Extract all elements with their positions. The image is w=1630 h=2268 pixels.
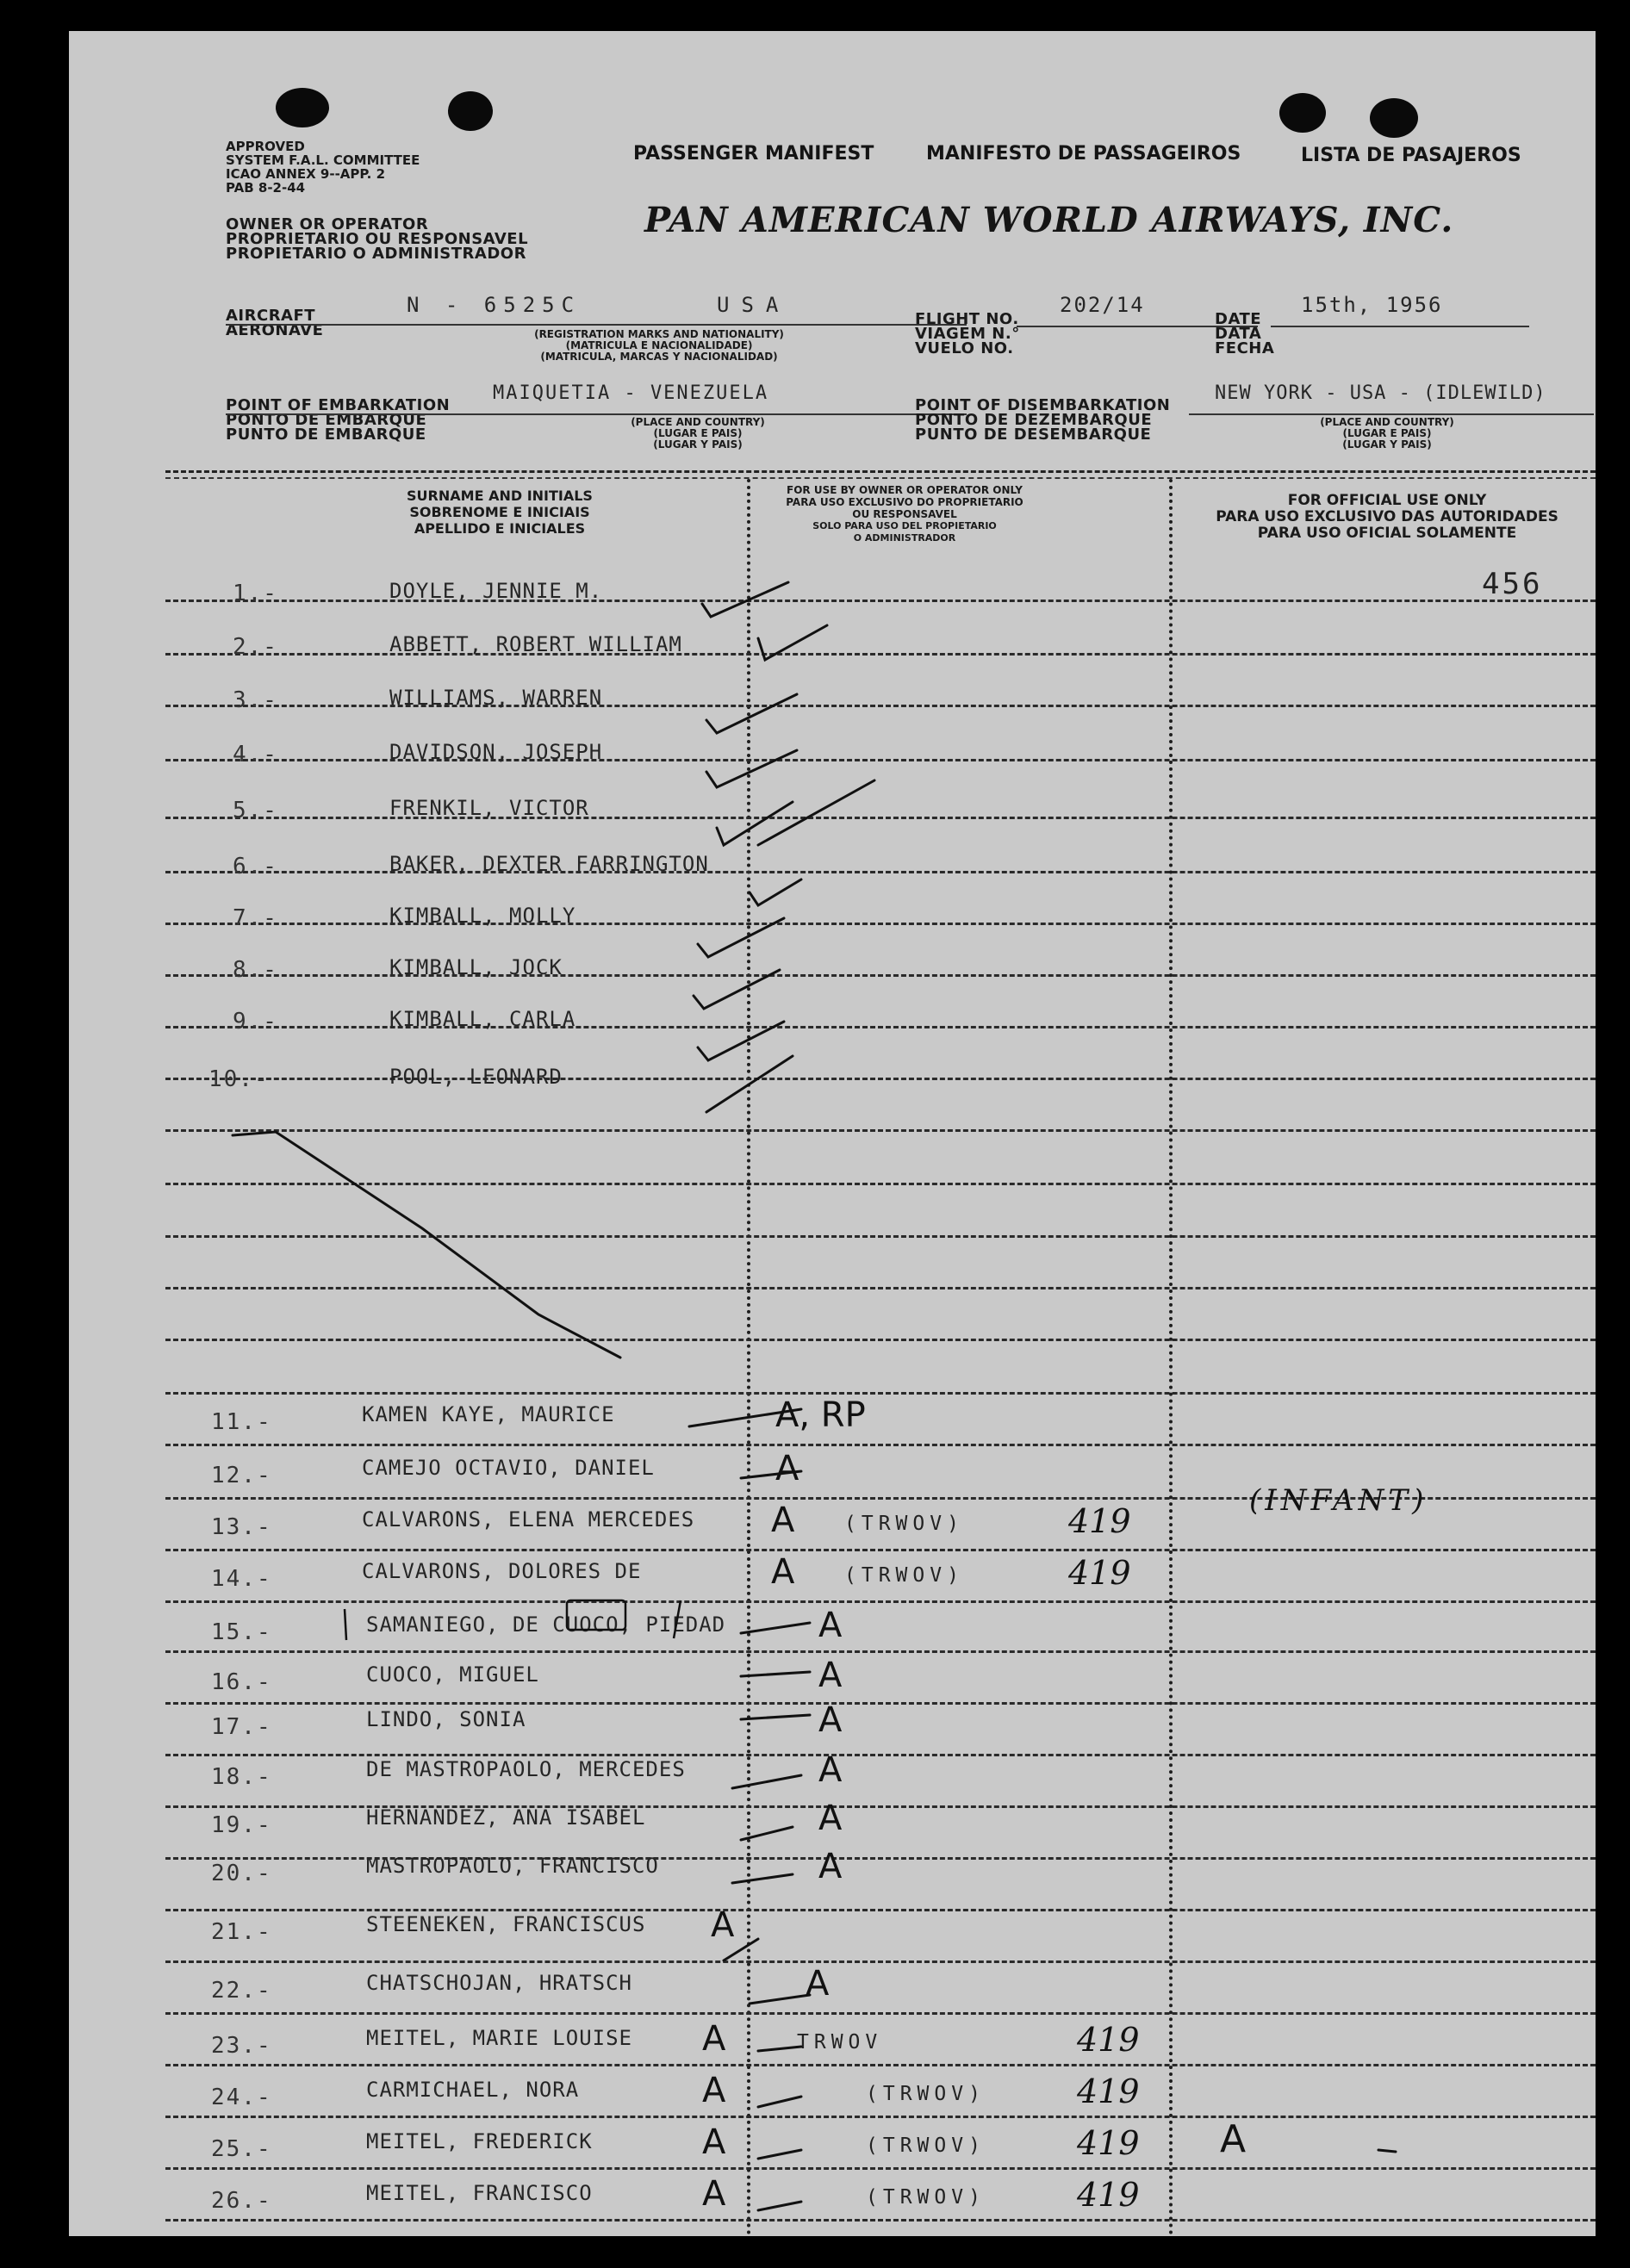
check-mark-a: A	[702, 2019, 726, 2059]
passenger-number: 4.-	[233, 742, 278, 767]
row-rule	[165, 1235, 1596, 1238]
col-line: SOBRENOME E INICIAIS	[409, 504, 590, 520]
disembark-label-line: PONTO DE DEZEMBARQUE	[915, 411, 1153, 429]
passenger-name: KIMBALL, MOLLY	[389, 904, 576, 928]
caption-line: (LUGAR E PAIS)	[1342, 427, 1432, 439]
passenger-row	[69, 1397, 1596, 1442]
title-english: PASSENGER MANIFEST	[633, 143, 874, 165]
row-rule	[165, 2012, 1596, 2015]
code-419: 419	[1077, 2021, 1140, 2059]
passenger-number: 3.-	[233, 687, 278, 713]
passenger-number: 10.-	[208, 1066, 270, 1092]
code-419: 419	[1068, 1502, 1131, 1540]
owner-label-line: PROPRIETARIO OU RESPONSAVEL	[226, 230, 529, 248]
passenger-row	[69, 1607, 1596, 1652]
passenger-number: 12.-	[211, 1463, 272, 1488]
column-owner-use	[750, 484, 1060, 544]
check-mark-a: A	[818, 1700, 843, 1740]
passenger-row	[69, 2021, 1596, 2066]
aircraft-label-line: AIRCRAFT	[226, 307, 316, 325]
passenger-name: FRENKIL, VICTOR	[389, 796, 589, 820]
airline-name: PAN AMERICAN WORLD AIRWAYS, INC.	[644, 200, 1454, 240]
passenger-name: CALVARONS, DOLORES DE	[362, 1559, 642, 1583]
column-surname	[353, 488, 646, 537]
flight-label-line: VUELO NO.	[915, 339, 1014, 357]
passenger-number: 9.-	[233, 1009, 278, 1035]
passenger-number: 25.-	[211, 2136, 272, 2162]
official-number: 456	[1482, 567, 1543, 601]
trwov-note: (TRWOV)	[844, 1513, 964, 1535]
punch-hole	[276, 88, 329, 127]
code-419: 419	[1068, 1554, 1131, 1592]
row-rule	[165, 1129, 1596, 1132]
row-rule	[165, 1444, 1596, 1446]
passenger-row	[69, 1657, 1596, 1702]
trwov-note: (TRWOV)	[866, 2083, 986, 2105]
aircraft-underline	[226, 324, 967, 326]
approval-line: PAB 8-2-44	[226, 180, 306, 196]
passenger-number: 8.-	[233, 957, 278, 983]
infant-note: (INFANT)	[1249, 1483, 1428, 1518]
col-line: OU RESPONSAVEL	[852, 508, 957, 520]
col-line: FOR USE BY OWNER OR OPERATOR ONLY	[787, 484, 1023, 496]
passenger-name: HERNANDEZ, ANA ISABEL	[366, 1805, 646, 1830]
passenger-number: 16.-	[211, 1669, 272, 1695]
caption-line: (PLACE AND COUNTRY)	[631, 416, 765, 428]
passenger-name: KIMBALL, CARLA	[389, 1007, 576, 1031]
passenger-row	[69, 845, 747, 890]
passenger-name: BAKER, DEXTER FARRINGTON	[389, 852, 709, 876]
passenger-row	[69, 789, 747, 834]
embark-label-line: PONTO DE EMBARQUE	[226, 411, 427, 429]
passenger-row	[69, 733, 747, 778]
caption-line: (LUGAR E PAIS)	[653, 427, 743, 439]
passenger-number: 24.-	[211, 2085, 272, 2110]
trwov-note: TRWOV	[797, 2031, 883, 2054]
col-line: PARA USO EXCLUSIVO DAS AUTORIDADES	[1216, 508, 1558, 525]
passenger-number: 11.-	[211, 1409, 272, 1435]
passenger-row	[69, 897, 747, 941]
embarkation-point: MAIQUETIA - VENEZUELA	[493, 382, 769, 404]
caption-line: (MATRICULA, MARCAS Y NACIONALIDAD)	[540, 351, 778, 363]
disembark-label-line: PUNTO DE DESEMBARQUE	[915, 426, 1152, 444]
check-mark-a: A	[818, 1847, 843, 1886]
passenger-name: CUOCO, MIGUEL	[366, 1662, 539, 1687]
passenger-name: CAMEJO OCTAVIO, DANIEL	[362, 1456, 655, 1480]
passenger-number: 15.-	[211, 1619, 272, 1645]
passenger-row	[69, 1966, 1596, 2010]
header-rule	[165, 477, 1596, 479]
punch-hole	[448, 91, 493, 131]
caption-line: (REGISTRATION MARKS AND NATIONALITY)	[534, 328, 784, 340]
passenger-name: ABBETT, ROBERT WILLIAM	[389, 632, 682, 656]
col-line: PARA USO EXCLUSIVO DO PROPRIETARIO	[786, 496, 1023, 508]
passenger-name: CHATSCHOJAN, HRATSCH	[366, 1971, 632, 1995]
disembark-underline	[1189, 413, 1594, 415]
embark-underline	[226, 413, 967, 415]
punch-hole	[1279, 93, 1326, 133]
passenger-number: 5.-	[233, 798, 278, 823]
passenger-name: MEITEL, FRANCISCO	[366, 2181, 593, 2205]
owner-label-line: OWNER OR OPERATOR	[226, 215, 429, 233]
approval-line: ICAO ANNEX 9--APP. 2	[226, 166, 386, 182]
check-mark-a: A	[775, 1449, 799, 1488]
disembark-label-line: POINT OF DISEMBARKATION	[915, 396, 1171, 414]
flight-date: 15th, 1956	[1301, 293, 1443, 317]
check-mark-a: A	[818, 1606, 843, 1645]
flight-number: 202/14	[1060, 293, 1145, 317]
punch-hole	[1370, 98, 1418, 138]
row-rule	[165, 1960, 1596, 1963]
passenger-row	[69, 1702, 1596, 1747]
row-rule	[165, 1287, 1596, 1289]
disembark-place-caption	[1275, 417, 1499, 450]
caption-line: (MATRICULA E NACIONALIDADE)	[565, 339, 753, 351]
aircraft-nationality: USA	[717, 293, 791, 317]
trwov-note: (TRWOV)	[866, 2134, 986, 2157]
code-419: 419	[1077, 2124, 1140, 2162]
passenger-number: 19.-	[211, 1812, 272, 1838]
approval-line: APPROVED	[226, 139, 305, 154]
check-mark-a: A	[771, 1552, 795, 1592]
passenger-name: STEENEKEN, FRANCISCUS	[366, 1912, 646, 1936]
embarkation-label	[226, 398, 450, 442]
embark-label-line: POINT OF EMBARKATION	[226, 396, 451, 414]
passenger-number: 14.-	[211, 1566, 272, 1592]
row-rule	[165, 1392, 1596, 1395]
row-rule	[165, 1549, 1596, 1551]
passenger-row	[69, 1554, 1596, 1599]
check-mark-a: A	[806, 1964, 830, 2004]
trwov-note: (TRWOV)	[844, 1564, 964, 1587]
date-label-line: DATA	[1215, 325, 1262, 343]
passenger-name: KAMEN KAYE, MAURICE	[362, 1402, 615, 1426]
passenger-row	[69, 679, 747, 724]
passenger-number: 20.-	[211, 1861, 272, 1886]
passenger-name: WILLIAMS, WARREN	[389, 686, 603, 710]
passenger-number: 26.-	[211, 2188, 272, 2214]
aircraft-label	[226, 308, 323, 338]
passenger-row	[69, 1000, 747, 1045]
passenger-number: 7.-	[233, 905, 278, 931]
passenger-name: MEITEL, FREDERICK	[366, 2129, 593, 2153]
flight-label	[915, 312, 1020, 356]
passenger-name: MEITEL, MARIE LOUISE	[366, 2026, 632, 2050]
passenger-row	[69, 2072, 1596, 2117]
passenger-number: 18.-	[211, 1764, 272, 1790]
code-419: 419	[1077, 2072, 1140, 2110]
passenger-number: 17.-	[211, 1714, 272, 1740]
col-line: PARA USO OFICIAL SOLAMENTE	[1257, 525, 1517, 542]
title-spanish: LISTA DE PASAJEROS	[1301, 145, 1521, 166]
registration-caption	[474, 329, 844, 363]
passenger-number: 22.-	[211, 1978, 272, 2004]
passenger-row	[69, 572, 747, 617]
check-mark-a: A	[771, 1501, 795, 1540]
passenger-number: 13.-	[211, 1514, 272, 1540]
passenger-row	[69, 2124, 1596, 2169]
row-rule	[165, 1600, 1596, 1603]
check-mark-a: A	[818, 1656, 843, 1695]
column-official-use	[1180, 493, 1594, 542]
caption-line: (PLACE AND COUNTRY)	[1320, 416, 1454, 428]
check-mark-a: A	[702, 2174, 726, 2214]
date-label	[1215, 312, 1274, 356]
col-line: SOLO PARA USO DEL PROPIETARIO	[812, 520, 997, 531]
check-mark-a: A	[818, 1750, 843, 1790]
manifest-sheet	[69, 31, 1596, 2236]
passenger-number: 21.-	[211, 1919, 272, 1945]
passenger-row	[69, 2176, 1596, 2221]
passenger-name: DAVIDSON, JOSEPH	[389, 740, 603, 764]
flight-label-line: VIAGEM N.°	[915, 325, 1020, 343]
check-mark-a: A, RP	[775, 1395, 866, 1435]
passenger-name: LINDO, SONIA	[366, 1707, 526, 1731]
passenger-name: KIMBALL, JOCK	[389, 955, 563, 979]
trwov-note: (TRWOV)	[866, 2186, 986, 2209]
passenger-number: 1.-	[233, 581, 278, 606]
check-mark-a: A	[818, 1799, 843, 1838]
check-mark-a: A	[702, 2071, 726, 2110]
flight-label-line: FLIGHT NO.	[915, 310, 1019, 328]
passenger-row	[69, 948, 747, 993]
passenger-row	[69, 1058, 747, 1103]
embark-label-line: PUNTO DE EMBARQUE	[226, 426, 426, 444]
official-mark: A	[1220, 2117, 1247, 2161]
passenger-name: POOL, LEONARD	[389, 1065, 563, 1089]
caption-line: (LUGAR Y PAIS)	[653, 438, 743, 450]
date-label-line: FECHA	[1215, 339, 1275, 357]
code-419: 419	[1077, 2176, 1140, 2214]
row-rule	[165, 1339, 1596, 1341]
approval-block	[226, 140, 420, 195]
col-line: O ADMINISTRADOR	[853, 532, 956, 544]
passenger-name: SAMANIEGO, DE CUOCO, PIEDAD	[366, 1612, 726, 1637]
check-mark-a: A	[711, 1905, 735, 1945]
col-line: FOR OFFICIAL USE ONLY	[1287, 492, 1487, 509]
approval-line: SYSTEM F.A.L. COMMITTEE	[226, 152, 420, 168]
disembarkation-point: NEW YORK - USA - (IDLEWILD)	[1215, 382, 1546, 404]
passenger-number: 2.-	[233, 634, 278, 660]
title-portuguese: MANIFESTO DE PASSAGEIROS	[926, 143, 1241, 165]
owner-label-line: PROPIETARIO O ADMINISTRADOR	[226, 245, 526, 263]
passenger-name: CARMICHAEL, NORA	[366, 2078, 580, 2102]
aircraft-label-line: AERONAVE	[226, 321, 324, 339]
date-label-line: DATE	[1215, 310, 1262, 328]
passenger-number: 6.-	[233, 854, 278, 879]
passenger-row	[69, 625, 747, 670]
passenger-name: CALVARONS, ELENA MERCEDES	[362, 1507, 695, 1532]
passenger-row	[69, 1849, 1596, 1893]
passenger-row	[69, 1752, 1596, 1797]
col-line: SURNAME AND INITIALS	[407, 488, 593, 504]
embark-place-caption	[586, 417, 810, 450]
passenger-name: DE MASTROPAOLO, MERCEDES	[366, 1757, 686, 1781]
passenger-row	[69, 1907, 1596, 1952]
check-mark-a: A	[702, 2122, 726, 2162]
caption-line: (LUGAR Y PAIS)	[1342, 438, 1432, 450]
passenger-name: DOYLE, JENNIE M.	[389, 579, 603, 603]
aircraft-registration: N - 6525C	[407, 293, 582, 317]
header-rule	[165, 470, 1596, 473]
date-underline	[1271, 326, 1529, 327]
passenger-name: MASTROPAOLO, FRANCISCO	[366, 1854, 659, 1878]
col-line: APELLIDO E INICIALES	[414, 520, 586, 537]
disembarkation-label	[915, 398, 1170, 442]
row-rule	[165, 1183, 1596, 1185]
owner-label	[226, 217, 528, 261]
passenger-number: 23.-	[211, 2033, 272, 2059]
passenger-row	[69, 1800, 1596, 1845]
